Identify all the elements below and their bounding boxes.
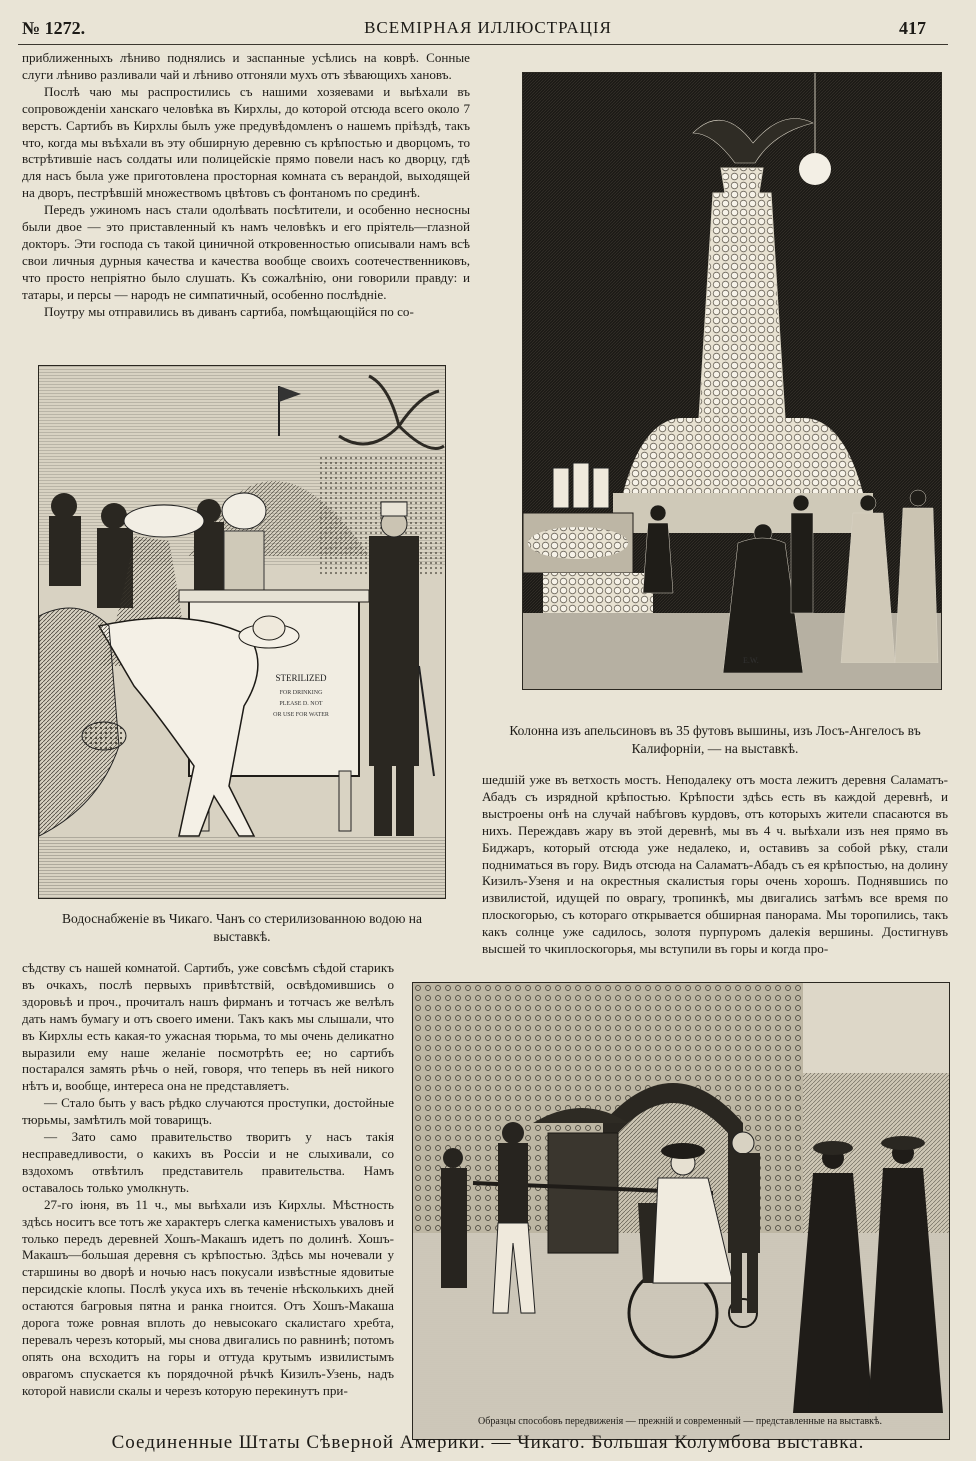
paragraph: шедшiй уже въ ветхость мостъ. Неподалеку отъ моста лежитъ деревня Саламатъ-Абадъ съ изрядной крѣпостью. Крѣпости здѣсь есть въ каждой деревнѣ, и выстроены онѣ на случай набѣговъ курдовъ, отъ которыхъ жители спасаются въ нихъ. Переждавъ жару въ этой деревнѣ, мы въ 4 ч. выѣхали изъ нея прямо въ Биджаръ, который отсюда уже недалеко, и, оставивъ за собой рѣку, стали подниматься въ гору. Видъ отсюда на Саламатъ-Абадъ съ ея крѣпостью, на долину Кизилъ-Узеня и на окрестныя скалистыя горы очень хорошъ. Поднявшись по извилистой, идущей по оврагу, тропинкѣ, мы двигались затѣмъ все время по плоскогорью, съ котораго открывается обширная панорама. Мы торопились, такъ какъ солнце уже садилось, золотя пурпуромъ далекiя вершины. Достигнувъ высшей то чкиплоскогорья, мы вступили въ горы и когда про- (482, 772, 948, 957)
tank-note: PLEASE D. NOT (279, 701, 323, 707)
paragraph: приближенныхъ лѣниво поднялись и заспанные усѣлись на коврѣ. Сонные слуги лѣниво разливали чай и лѣниво отгоняли мухъ отъ зѣвающихъ хановъ. (22, 50, 470, 82)
text-right-mid (482, 772, 948, 958)
page-header (0, 18, 976, 42)
tank-note: FOR DRINKING (279, 690, 323, 696)
text-left-top (22, 50, 470, 321)
caption-orange-column: Колонна изъ апельсиновъ въ 35 футовъ вышины, изъ Лосъ-Ангелосъ въ Калифорнiи, — на выставкѣ. (509, 723, 921, 756)
paragraph: Передъ ужиномъ насъ стали одолѣвать посѣтители, и особенно несносны были двое — это приставленный къ намъ человѣкъ и его прiятель—глазной докторъ. Эти господа съ такой циничной откровенностью описывали намъ всѣ свои личныя дурныя качества и качества вообще своихъ соотечественниковъ, что просто непрiятно было слушать. Къ сожалѣнiю, они говорили правду: и татары, и персы — народъ не симпатичный, особенно послѣднiе. (22, 202, 470, 302)
caption-transport: Образцы способовъ передвиженiя — прежнiй и современный — представленные на выставкѣ. (478, 1416, 882, 1427)
paragraph: сѣдству съ нашей комнатой. Сартибъ, уже совсѣмъ сѣдой старикъ въ очкахъ, послѣ первыхъ привѣтствiй, освѣдомившись о здоровьѣ и проч., прочиталъ нашъ фирманъ и тотчасъ же велѣлъ дать намъ бумагу и отъ своего имени. Такъ какъ мы слышали, что въ Кирхлы есть какая-то ужасная тюрьма, то мы очень деликатно выразили ему наше желанiе посмотрѣть ее; но сартибъ постарался замять рѣчь о ней, говоря, что теперь въ ней никого нѣтъ и, вообще, интереса она не представляетъ. (22, 960, 394, 1094)
illustration-chicago-water (38, 365, 446, 899)
paragraph: Послѣ чаю мы распростились съ нашими хозяевами и выѣхали въ сопровожденiи ханскаго человѣка въ Кирхлы, до которой отсюда всего около 7 верстъ. Сартибъ въ Кирхлы былъ уже предувѣдомленъ о нашемъ прiѣздѣ, такъ что, когда мы въѣхали въ эту обширную деревню съ крѣпостью и дворцомъ, то встрѣтившiе насъ солдаты или полицейскiе прямо повели насъ ко дворцу, гдѣ для насъ была уже приготовлена просторная комната съ верандой, выходящей на дворъ, пестрѣвшiй множествомъ цвѣтовъ съ фонтаномъ по срединѣ. (22, 83, 470, 201)
journal-title: ВСЕМIРНАЯ ИЛЛЮСТРАЦIЯ (364, 18, 612, 37)
header-rule (18, 44, 948, 45)
tank-note: OR USE FOR WATER (273, 712, 329, 718)
paragraph: — Зато само правительство творитъ у насъ такiя несправедливости, о какихъ въ Россiи и не слыхивали, со вздохомъ отвѣтилъ представитель правительства. Намъ оставалось только умолкнуть. (22, 1129, 394, 1195)
paragraph: Поутру мы отправились въ диванъ сартиба, помѣщающiйся по со- (44, 303, 414, 319)
engraving-orange-column (523, 73, 941, 689)
tank-label: STERILIZED (275, 673, 327, 683)
engraving-water-tank (39, 366, 445, 898)
issue-number: № 1272. (22, 18, 86, 38)
paragraph: 27-го iюня, въ 11 ч., мы выѣхали изъ Кирхлы. Мѣстность здѣсь носитъ все тотъ же характеръ слегка каменистыхъ уваловъ и только передъ деревней Хошъ-Макашъ идетъ по долинѣ. Хошъ-Макашъ—большая деревня съ крѣпостью. Здѣсь мы ночевали у старшины во дворѣ и ночью насъ покусали извѣстные ядовитые персидскiе клопы. Послѣ укуса ихъ въ теченiе нѣсколькихъ дней остаются багровыя пятна и ранка гноится. Отъ Хошъ-Макаша дорога тоже ровная вплоть до невысокаго скалистаго хребта, перевалъ черезъ который, мы снова двигались по равнинѣ; потомъ опять она всходитъ на горы и оттуда крутымъ извилистымъ оврагомъ спускается къ порядочной рѣчкѣ Кизилъ-Узень, надъ которой нависли скалы и черезъ которую перекинутъ при- (22, 1196, 394, 1398)
engraver-signature: E.W. (743, 656, 759, 665)
page-number: 417 (899, 18, 926, 38)
engraving-transport (413, 983, 949, 1439)
illustration-orange-column (522, 72, 942, 690)
text-left-bottom (22, 960, 394, 1400)
page-footer-title: Соединенные Штаты Сѣверной Америки. — Чикаго. Большая Колумбова выставка. (111, 1432, 865, 1453)
paragraph: — Стало быть у васъ рѣдко случаются проступки, достойные тюрьмы, замѣтилъ мой товарищъ. (22, 1095, 394, 1128)
illustration-transport (412, 982, 950, 1440)
caption-chicago-water: Водоснабженiе въ Чикаго. Чанъ со стерилизованною водою на выставкѣ. (61, 911, 423, 944)
